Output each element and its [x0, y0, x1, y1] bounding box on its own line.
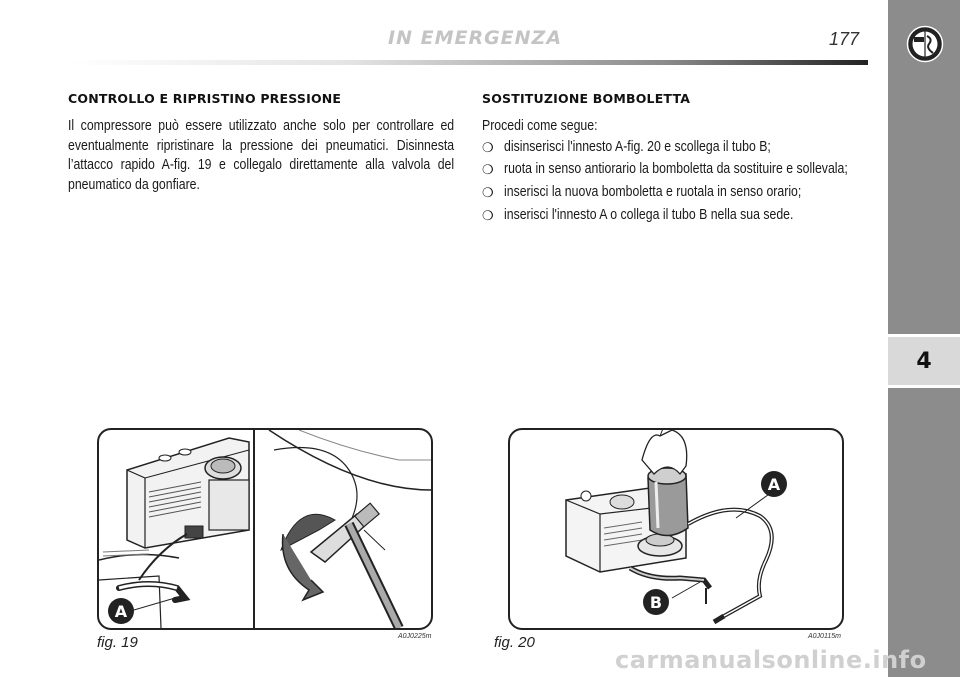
list-item	[482, 138, 814, 158]
step-text: ruota in senso antiorario la bomboletta da sostituire e sollevala;	[504, 161, 848, 178]
callout-a-badge	[105, 595, 137, 627]
list-item	[482, 206, 841, 226]
callout-b-badge	[640, 586, 672, 618]
cartridge-replacement-illustration	[510, 430, 842, 628]
list-item	[482, 183, 850, 203]
figure-20-code: A0J0115m	[808, 633, 841, 640]
compressor-quick-coupling-illustration	[99, 430, 431, 628]
callout-a-badge	[758, 468, 790, 500]
section-heading-cartridge: SOSTITUZIONE BOMBOLETTA	[482, 91, 691, 106]
figure-19-code: A0J0225m	[398, 633, 432, 640]
procedure-intro: Procedi come segue:	[482, 118, 598, 134]
page-header-title: IN EMERGENZA	[388, 27, 563, 49]
bullet-icon: ❍	[482, 162, 494, 178]
watermark: carmanualsonline.info	[615, 646, 927, 674]
figure-19-caption: fig. 19	[97, 634, 138, 651]
section-heading-pressure: CONTROLLO E RIPRISTINO PRESSIONE	[68, 91, 342, 106]
callout-b-label: B	[649, 593, 663, 612]
bullet-icon: ❍	[482, 140, 494, 156]
header-divider	[68, 60, 868, 65]
chapter-number: 4	[916, 348, 932, 374]
callout-a-label: A	[767, 475, 781, 494]
bullet-icon: ❍	[482, 208, 494, 224]
step-text: inserisci la nuova bomboletta e ruotala in senso orario;	[504, 184, 802, 201]
bullet-icon: ❍	[482, 185, 494, 201]
step-text: inserisci l'innesto A o collega il tubo B nella sua sede.	[504, 207, 794, 224]
figure-20-caption: fig. 20	[494, 634, 535, 651]
figure-19	[97, 428, 433, 630]
pressure-paragraph: Il compressore può essere utilizzato anche solo per controllare ed eventualmente ripristinare la pressione dei pneumatici. Disinnesta l’attacco rapido A-fig. 19 e collegalo direttamente alla valvola del pneumatico da gonfiare.	[68, 118, 455, 193]
chapter-tab[interactable]	[888, 337, 960, 385]
side-band-gap	[888, 385, 960, 388]
brand-logo-icon	[906, 25, 944, 63]
step-text: disinserisci l'innesto A-fig. 20 e scollega il tubo B;	[504, 139, 771, 156]
page-number: 177	[829, 29, 860, 49]
callout-a-label: A	[114, 602, 128, 621]
list-item	[482, 160, 904, 180]
figure-20	[508, 428, 844, 630]
